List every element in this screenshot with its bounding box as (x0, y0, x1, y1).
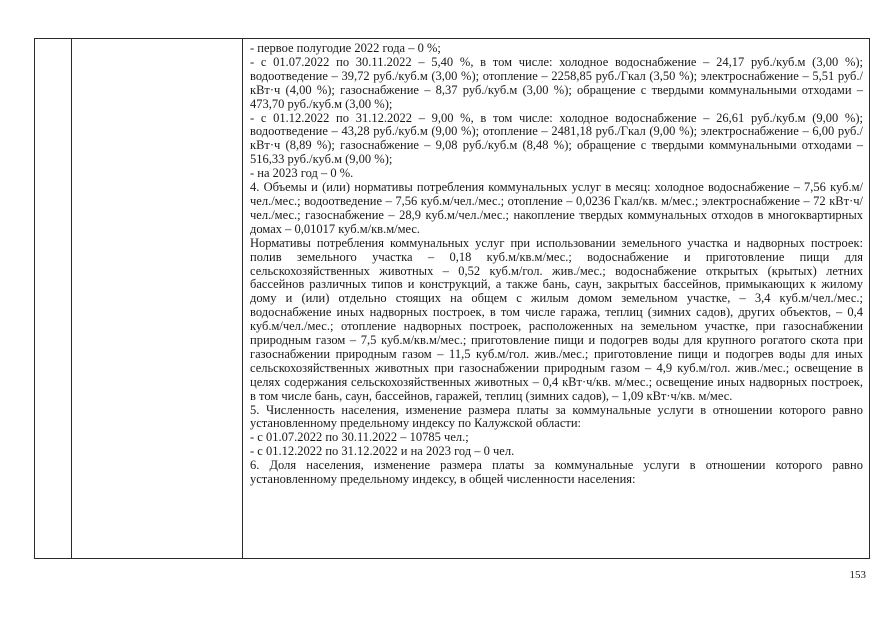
paragraph-first-half-2022: - первое полугодие 2022 года – 0 %; (250, 41, 441, 55)
paragraph-item-6: 6. Доля населения, изменение размера платы за коммунальные услуги в отношении которого равно установленному предельному индексу, в общей численности населения: (250, 458, 863, 487)
paragraph-dec-2022: - с 01.12.2022 по 31.12.2022 – 9,00 %, в том числе: холодное водоснабжение – 26,61 руб./куб.м (9,00 %); водоотведение – 43,28 руб./куб.м (9,00 %); отопление – 2481,18 руб./Гкал (9,00 %); электроснабжение – 6,00 руб./кВт·ч (8,89 %); газоснабжение – 9,08 руб./куб.м (8,48 %); обращение с твердыми коммунальными отходами – 516,33 руб./куб.м (9,00 %); (250, 110, 863, 167)
table-row (35, 39, 870, 559)
cell-text (243, 39, 869, 487)
paragraph-item-4: 4. Объемы и (или) нормативы потребления коммунальных услуг в месяц: холодное водоснабжение – 7,56 куб.м/чел./мес.; водоотведение – 7,56 куб.м/чел./мес.; отопление – 0,0236 Гкал/кв. м/мес.; электроснабжение – 72 кВт·ч/чел./мес.; газоснабжение – 28,9 куб.м/чел./мес.; накопление твердых коммунальных отходов в многоквартирных домах – 0,01017 куб.м/кв.м/мес. (250, 180, 863, 236)
paragraph-land-norms: Нормативы потребления коммунальных услуг при использовании земельного участка и надворных построек: полив земельного участка – 0,18 куб.м/кв.м/мес.; водоснабжение и приготовление пищи для сельскохозяйственных животных – 0,52 куб.м/гол. жив./мес.; водоснабжение открытых (крытых) летних бассейнов различных типов и конструкций, а также бань, саун, закрытых бассейнов, примыкающих к жилому дому и (или) отдельно стоящих на общем с жилым домом земельном участке, – 3,4 куб.м/чел./мес.; водоснабжение иных надворных построек, в том числе гаража, теплиц (зимних садов), других объектов, – 0,4 куб.м/чел./мес.; отопление надворных построек, расположенных на земельном участке, при газоснабжении природным газом – 7,5 куб.м/кв.м/мес.; приготовление пищи и подогрев воды для крупного рогатого скота при газоснабжении природным газом – 11,5 куб.м/гол. жив./мес.; приготовление пищи и подогрев воды для иных сельскохозяйственных животных при газоснабжении природным газом – 4,9 куб.м/гол. жив./мес.; освещение в целях содержания сельскохозяйственных животных – 0,4 кВт·ч/кв. м/мес.; освещение иных надворных построек, в том числе бань, саун, бассейнов, гаражей, теплиц (зимних садов), – 1,09 кВт·ч/кв. м/мес. (250, 235, 863, 403)
paragraph-jul-nov-2022: - с 01.07.2022 по 30.11.2022 – 5,40 %, в том числе: холодное водоснабжение – 24,17 руб./куб.м (3,00 %); водоотведение – 39,72 руб./куб.м (3,00 %); отопление – 2258,85 руб./Гкал (3,50 %); электроснабжение – 5,51 руб./кВт·ч (4,00 %); газоснабжение – 8,37 руб./куб.м (3,00 %); обращение с твердыми коммунальными отходами – 473,70 руб./куб.м (3,00 %); (250, 54, 863, 111)
paragraph-item-5: 5. Численность населения, изменение размера платы за коммунальные услуги в отношении которого равно установленному предельному индексу по Калужской области: (250, 402, 863, 431)
table-cell-content (243, 39, 870, 559)
document-table (34, 38, 870, 559)
paragraph-2023: - на 2023 год – 0 %. (250, 166, 354, 181)
table-cell-number (35, 39, 72, 559)
page-number: 153 (849, 569, 866, 581)
paragraph-population-dec-2023: - с 01.12.2022 по 31.12.2022 и на 2023 год – 0 чел. (250, 444, 515, 459)
table-cell-name (72, 39, 243, 559)
paragraph-population-jul-nov: - с 01.07.2022 по 30.11.2022 – 10785 чел.; (250, 430, 469, 445)
